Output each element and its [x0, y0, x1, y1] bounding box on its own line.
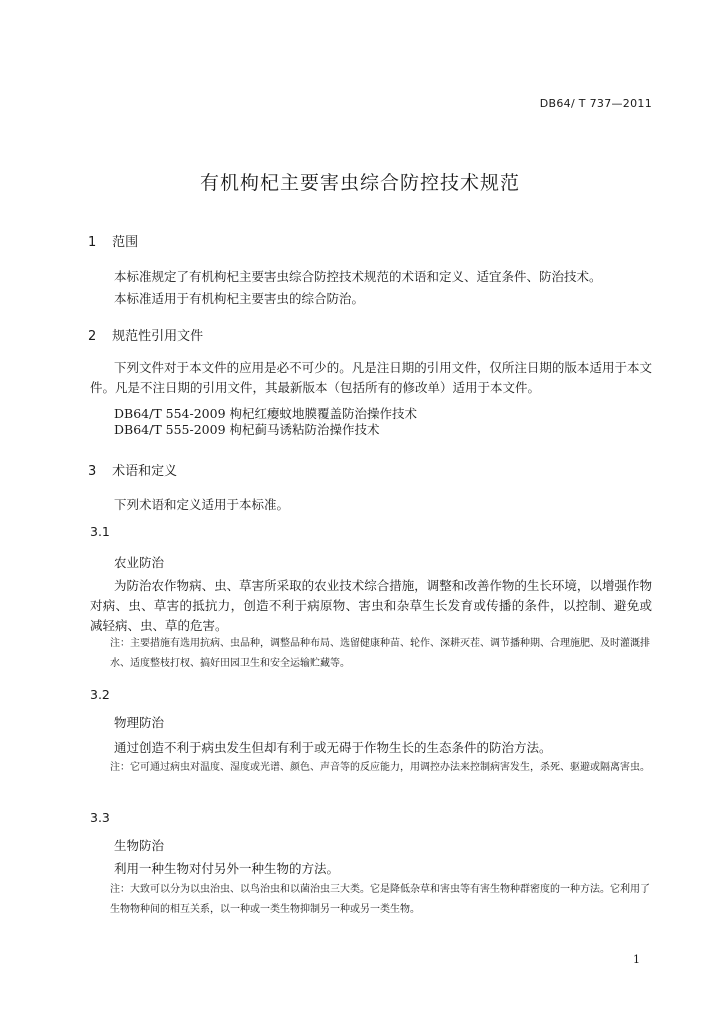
reference-item: DB64/T 554-2009 枸杞红瘿蚊地膜覆盖防治操作技术	[114, 406, 418, 421]
section-1-heading	[88, 231, 138, 250]
term-note	[110, 880, 652, 920]
term-definition: 利用一种生物对付另外一种生物的方法。	[114, 861, 340, 876]
section-title: 规范性引用文件	[112, 329, 204, 344]
term-name: 生物防治	[114, 838, 165, 853]
references-intro: 下列文件对于本文件的应用是必不可少的。凡是注日期的引用文件，仅所注日期的版本适用于本文件。凡是不注日期的引用文件，其最新版本（包括所有的修改单）适用于本文件。	[90, 360, 652, 395]
note-text: 大致可以分为以虫治虫、以鸟治虫和以菌治虫三大类。它是降低杂草和害虫等有害生物种群密度的一种方法。它利用了生物物种间的相互关系，以一种或一类生物抑制另一种或另一类生物。	[110, 884, 650, 915]
term-number: 3.3	[90, 810, 110, 825]
scope-line-2: 本标准适用于有机枸杞主要害虫的综合防治。	[114, 291, 365, 306]
note-label: 注：	[110, 884, 130, 895]
term-note	[110, 758, 652, 778]
term-definition: 为防治农作物病、虫、草害所采取的农业技术综合措施，调整和改善作物的生长环境，以增强作物对病、虫、草害的抵抗力，创造不利于病原物、害虫和杂草生长发育或传播的条件，以控制、避免或减轻病、虫、草的危害。	[90, 578, 652, 633]
section-number: 3	[88, 464, 97, 479]
scope-line-1: 本标准规定了有机枸杞主要害虫综合防控技术规范的术语和定义、适宜条件、防治技术。	[114, 269, 602, 284]
section-number: 2	[88, 329, 97, 344]
standard-code: DB64/ T 737—2011	[539, 97, 652, 110]
section-2-heading	[88, 325, 203, 344]
note-text: 它可通过病虫对温度、湿度或光谱、颜色、声音等的反应能力，用调控办法来控制病害发生，杀死、驱避或隔离害虫。	[130, 762, 650, 773]
note-text: 主要措施有选用抗病、虫品种，调整品种布局、选留健康种苗、轮作、深耕灭茬、调节播种期、合理施肥、及时灌溉排水、适度整枝打杈、搞好田园卫生和安全运输贮藏等。	[110, 638, 650, 669]
document-title: 有机枸杞主要害虫综合防控技术规范	[199, 172, 520, 194]
section-number: 1	[88, 235, 97, 250]
terms-intro: 下列术语和定义适用于本标准。	[114, 497, 290, 512]
term-number: 3.1	[90, 524, 110, 539]
term-definition: 通过创造不利于病虫发生但却有利于或无碍于作物生长的生态条件的防治方法。	[114, 740, 552, 755]
term-note	[110, 634, 652, 674]
section-3-heading	[88, 460, 177, 479]
term-name: 物理防治	[114, 715, 165, 730]
page-number: 1	[633, 953, 640, 966]
term-number: 3.2	[90, 687, 110, 702]
note-label: 注：	[110, 638, 130, 649]
section-title: 范围	[112, 235, 139, 250]
section-title: 术语和定义	[112, 464, 178, 479]
reference-item: DB64/T 555-2009 枸杞蓟马诱粘防治操作技术	[114, 422, 380, 437]
note-label: 注：	[110, 762, 130, 773]
term-name: 农业防治	[114, 555, 165, 570]
